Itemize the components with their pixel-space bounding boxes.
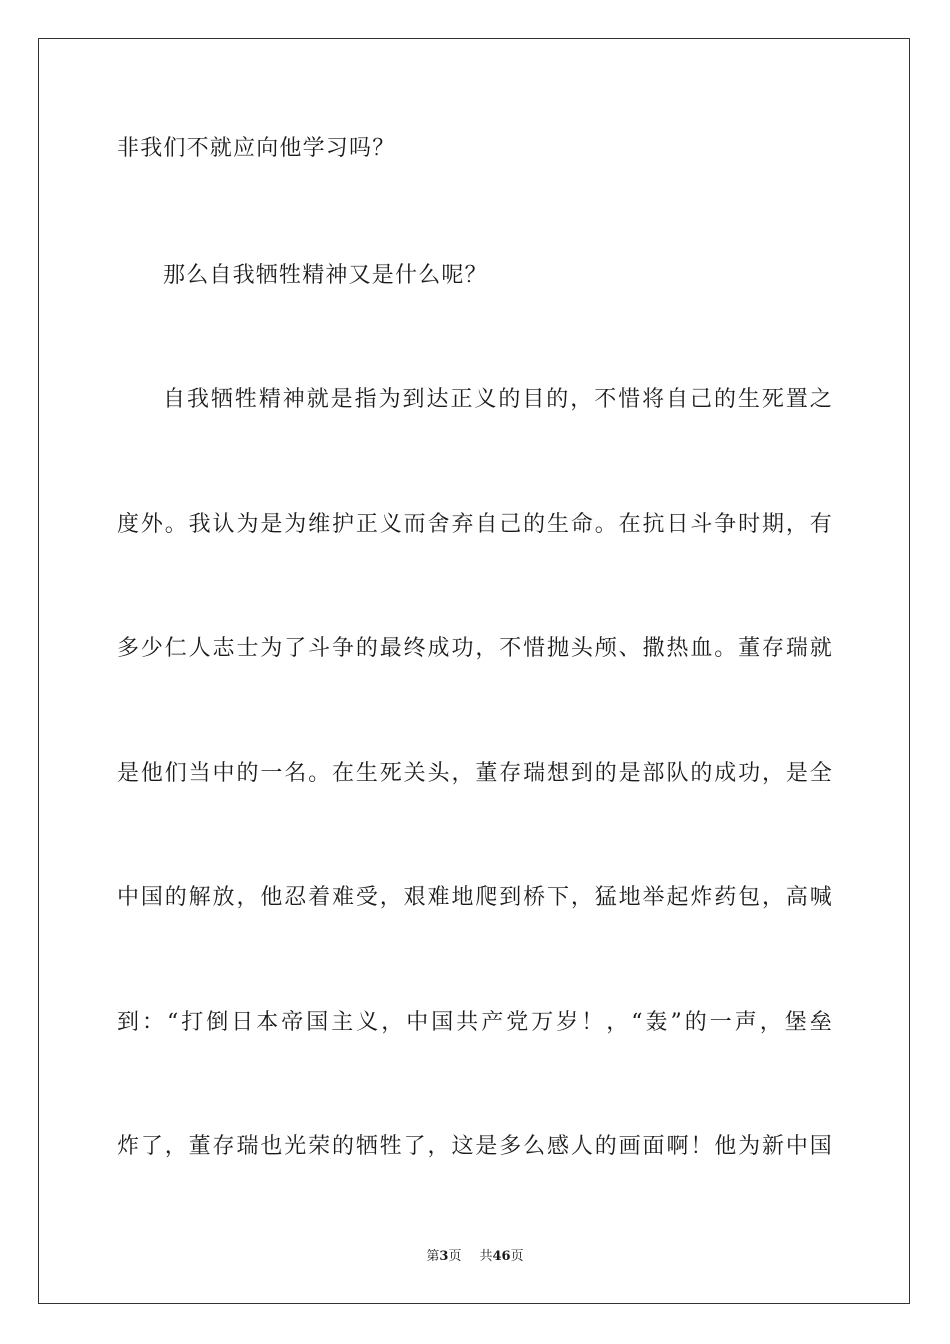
text-line-2: 那么自我牺牲精神又是什么呢？ <box>163 263 488 288</box>
footer-total-suffix: 页 <box>510 1249 524 1264</box>
text-line-3: 自我牺牲精神就是指为到达正义的目的，不惜将自己的生死置之 <box>163 387 833 412</box>
page-border <box>38 38 910 1304</box>
footer-page-number: 3 <box>439 1249 449 1264</box>
text-line-6: 是他们当中的一名。在生死关头，董存瑞想到的是部队的成功，是全 <box>117 761 833 786</box>
footer-page-prefix: 第 <box>426 1249 440 1264</box>
footer-total-prefix: 共 <box>479 1249 493 1264</box>
footer-total-pages: 46 <box>492 1249 511 1264</box>
footer-page-suffix: 页 <box>448 1249 462 1264</box>
text-line-8: 到：“打倒日本帝国主义，中国共产党万岁！，“轰”的一声，堡垒 <box>117 1010 833 1035</box>
text-line-1: 非我们不就应向他学习吗？ <box>117 136 396 161</box>
text-line-4: 度外。我认为是为维护正义而舍弃自己的生命。在抗日斗争时期，有 <box>117 512 833 537</box>
text-line-5: 多少仁人志士为了斗争的最终成功，不惜抛头颅、撒热血。董存瑞就 <box>117 636 833 661</box>
text-line-7: 中国的解放，他忍着难受，艰难地爬到桥下，猛地举起炸药包，高喊 <box>117 885 833 910</box>
page-footer <box>0 1248 950 1266</box>
text-line-9: 炸了，董存瑞也光荣的牺牲了，这是多么感人的画面啊！他为新中国 <box>117 1134 833 1159</box>
